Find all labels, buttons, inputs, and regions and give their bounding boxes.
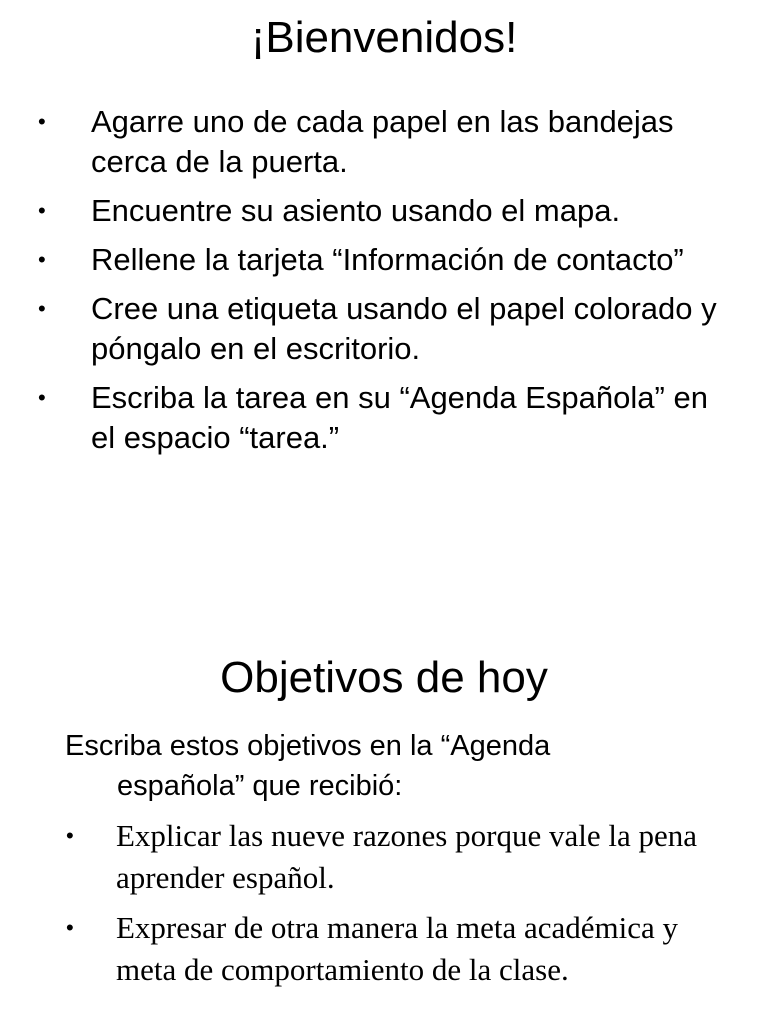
list-item-text: Cree una etiqueta usando el papel colorado y póngalo en el escritorio. (91, 291, 717, 366)
welcome-instructions-list (0, 102, 768, 467)
bullet-icon: • (38, 198, 46, 223)
list-item-text: Expresar de otra manera la meta académica y meta de comportamiento de la clase. (116, 910, 678, 987)
bullet-icon: • (38, 109, 46, 134)
list-item-text: Explicar las nueve razones porque vale la pena aprender español. (116, 818, 697, 895)
list-item-text: Encuentre su asiento usando el mapa. (91, 193, 621, 228)
list-item (0, 815, 768, 899)
objectives-intro (65, 726, 705, 806)
bullet-icon: • (66, 915, 74, 940)
bullet-icon: • (38, 247, 46, 272)
bullet-icon: • (38, 385, 46, 410)
list-item (0, 102, 768, 182)
objectives-intro-line-1: Escriba estos objetivos en la “Agenda (65, 730, 551, 762)
list-item-text: Rellene la tarjeta “Información de contacto” (91, 242, 684, 277)
objectives-list (0, 815, 768, 999)
objectives-intro-line-2: española” que recibió: (117, 770, 403, 802)
list-item (0, 907, 768, 991)
slide-title-welcome: ¡Bienvenidos! (250, 13, 518, 62)
list-item (0, 378, 768, 458)
bullet-icon: • (38, 296, 46, 321)
list-item-text: Agarre uno de cada papel en las bandejas cerca de la puerta. (91, 104, 674, 179)
list-item (0, 191, 768, 231)
list-item-text: Escriba la tarea en su “Agenda Española” en el espacio “tarea.” (91, 380, 708, 455)
list-item (0, 289, 768, 369)
list-item (0, 240, 768, 280)
slide-title-objectives: Objetivos de hoy (220, 653, 548, 702)
bullet-icon: • (66, 823, 74, 848)
objectives-slide (0, 512, 768, 1024)
